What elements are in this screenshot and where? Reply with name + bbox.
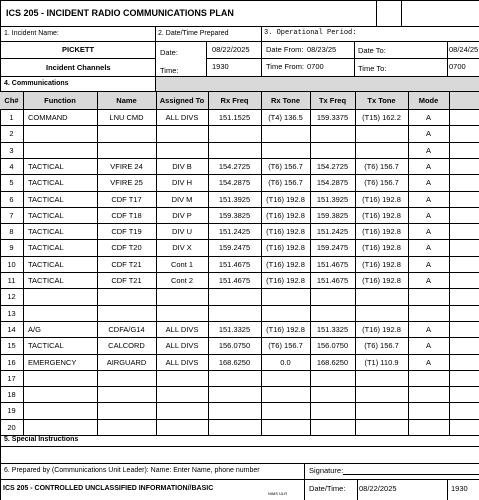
header-name: Name	[116, 96, 137, 105]
cell-rx-freq[interactable]: 154.2875	[218, 178, 251, 188]
time-label: Time:	[160, 66, 179, 75]
cell-tx-freq[interactable]: 151.3325	[316, 324, 349, 334]
cell-tx-freq[interactable]: 156.0750	[316, 341, 349, 351]
signature-label: Signature:	[309, 466, 344, 475]
cell-rx-tone[interactable]: (T4) 136.5	[268, 113, 303, 122]
cell-rx-tone[interactable]: (T16) 192.8	[266, 324, 305, 334]
date-from-label: Date From:	[266, 45, 304, 54]
cell-mode[interactable]: A	[425, 227, 431, 237]
table-row[interactable]	[0, 321, 479, 337]
top-border	[0, 0, 479, 1]
header-rx-tone: Rx Tone	[270, 96, 301, 105]
cell-assigned-to[interactable]: DIV H	[171, 178, 192, 188]
cell-function[interactable]: EMERGENCY	[28, 357, 77, 367]
footer-date-label: Date/Time:	[309, 484, 346, 493]
cell-assigned-to[interactable]: ALL DIVS	[165, 324, 199, 334]
date-to-label: Date To:	[358, 46, 386, 55]
cell-tx-tone[interactable]: (T16) 192.8	[362, 259, 401, 269]
cell-tx-freq[interactable]: 151.3925	[316, 194, 349, 204]
cell-rx-tone[interactable]: (T16) 192.8	[266, 259, 305, 269]
cell-rx-freq[interactable]: 151.2425	[218, 227, 251, 237]
cell-tx-freq[interactable]: 159.2475	[316, 243, 349, 253]
cell-ch[interactable]: 19	[7, 406, 16, 416]
cell-ch[interactable]: 13	[7, 308, 16, 318]
cell-tx-freq[interactable]: 159.3825	[316, 210, 349, 220]
header-rx-freq: Rx Freq	[220, 96, 249, 105]
cell-name[interactable]: CDF T20	[111, 243, 142, 253]
cell-mode[interactable]: A	[425, 145, 431, 155]
cell-tx-tone[interactable]: (T16) 192.8	[362, 276, 401, 285]
cell-rx-freq[interactable]: 151.1525	[218, 113, 251, 122]
cell-assigned-to[interactable]: DIV M	[171, 194, 193, 204]
table-row[interactable]	[0, 125, 479, 141]
cell-tx-freq[interactable]: 151.2425	[316, 227, 349, 237]
cell-rx-tone[interactable]: (T16) 192.8	[266, 194, 305, 204]
cell-tx-tone[interactable]: (T16) 192.8	[362, 324, 401, 334]
cell-assigned-to[interactable]: DIV X	[172, 243, 192, 253]
cell-assigned-to[interactable]: ALL DIVS	[165, 357, 199, 367]
cell-mode[interactable]: A	[425, 276, 431, 285]
table-row[interactable]	[0, 370, 479, 386]
cell-ch[interactable]: 16	[7, 357, 16, 367]
table-row[interactable]	[0, 386, 479, 402]
cell-rx-freq[interactable]: 159.2475	[218, 243, 251, 253]
cell-name[interactable]: CDF T19	[111, 227, 142, 237]
cell-name[interactable]: CALCORD	[108, 341, 145, 351]
cell-function[interactable]: TACTICAL	[28, 178, 64, 188]
cell-name[interactable]: CDF T21	[111, 276, 142, 285]
footer-small: NIMS ULR	[268, 491, 288, 496]
cell-rx-freq[interactable]: 168.6250	[218, 357, 251, 367]
time-value[interactable]: 1930	[212, 62, 229, 71]
table-row[interactable]	[0, 288, 479, 304]
header-mode: Mode	[418, 96, 439, 105]
cell-name[interactable]: CDF T17	[111, 194, 142, 204]
cell-ch[interactable]: 17	[7, 373, 16, 383]
cell-tx-tone[interactable]: (T1) 110.9	[364, 357, 399, 367]
cell-name[interactable]: CDFA/G14	[108, 324, 145, 334]
cell-ch[interactable]: 15	[7, 341, 16, 351]
date-value[interactable]: 08/22/2025	[212, 45, 250, 54]
form-title: ICS 205 - INCIDENT RADIO COMMUNICATIONS PLAN	[6, 8, 234, 18]
cell-mode[interactable]: A	[425, 194, 431, 204]
header-tx-tone: Tx Tone	[367, 96, 396, 105]
cell-ch[interactable]: 9	[9, 243, 14, 253]
incident-sub[interactable]: Incident Channels	[46, 63, 111, 72]
cell-function[interactable]: TACTICAL	[28, 194, 64, 204]
cell-mode[interactable]: A	[425, 357, 431, 367]
date-label: Date:	[160, 48, 178, 57]
cell-ch[interactable]: 12	[7, 292, 16, 302]
header-ch: Ch#	[4, 96, 19, 105]
cell-rx-tone[interactable]: (T6) 156.7	[268, 161, 303, 171]
cell-ch[interactable]: 1	[9, 113, 14, 122]
title-divider-2	[401, 0, 402, 26]
table-row[interactable]	[0, 142, 479, 158]
title-divider	[376, 0, 377, 26]
time-from-label: Time From:	[266, 62, 305, 71]
cell-tx-tone[interactable]: (T16) 192.8	[362, 227, 401, 237]
table-row[interactable]	[0, 239, 479, 255]
cell-tx-freq[interactable]: 168.6250	[316, 357, 349, 367]
cell-ch[interactable]: 18	[7, 390, 16, 400]
cell-name[interactable]: CDF T21	[111, 259, 142, 269]
cell-tx-tone[interactable]: (T6) 156.7	[364, 161, 399, 171]
cell-ch[interactable]: 20	[7, 422, 16, 432]
cell-rx-tone[interactable]: (T6) 156.7	[268, 178, 303, 188]
cell-tx-tone[interactable]: (T6) 156.7	[364, 178, 399, 188]
table-row[interactable]	[0, 272, 479, 288]
prepared-by-label[interactable]: 6. Prepared by (Communications Unit Leader): Name: Enter Name, phone number	[4, 467, 260, 474]
table-row[interactable]	[0, 174, 479, 190]
cell-function[interactable]: TACTICAL	[28, 341, 64, 351]
cell-tx-tone[interactable]: (T16) 192.8	[362, 194, 401, 204]
footer-label: ICS 205 - CONTROLLED UNCLASSIFIED INFORMATION//BASIC	[3, 485, 214, 492]
cell-rx-freq[interactable]: 159.3825	[218, 210, 251, 220]
cell-assigned-to[interactable]: DIV P	[172, 210, 192, 220]
table-row[interactable]	[0, 354, 479, 370]
date-prepared-label: 2. Date/Time Prepared	[158, 30, 229, 37]
cell-function[interactable]: COMMAND	[28, 113, 68, 122]
cell-ch[interactable]: 3	[9, 145, 14, 155]
cell-rx-freq[interactable]: 151.3325	[218, 324, 251, 334]
incident-name[interactable]: PICKETT	[62, 45, 95, 54]
table-row[interactable]	[0, 337, 479, 353]
cell-ch[interactable]: 8	[9, 227, 14, 237]
cell-function[interactable]: TACTICAL	[28, 276, 64, 285]
cell-mode[interactable]: A	[425, 178, 431, 188]
cell-ch[interactable]: 10	[7, 259, 16, 269]
table-row[interactable]	[0, 305, 479, 321]
header-tx-freq: Tx Freq	[318, 96, 347, 105]
cell-ch[interactable]: 11	[7, 276, 16, 285]
cell-tx-tone[interactable]: (T6) 156.7	[364, 341, 399, 351]
cell-function[interactable]: TACTICAL	[28, 210, 64, 220]
cell-rx-freq[interactable]: 151.3925	[218, 194, 251, 204]
cell-name[interactable]: LNU CMD	[109, 113, 144, 122]
table-row[interactable]	[0, 191, 479, 207]
cell-function[interactable]: TACTICAL	[28, 227, 64, 237]
cell-name[interactable]: AIRGUARD	[106, 357, 147, 367]
time-to-value[interactable]: 0700	[449, 62, 466, 71]
cell-rx-tone[interactable]: (T16) 192.8	[266, 276, 305, 285]
time-from-value[interactable]: 0700	[307, 62, 324, 71]
cell-rx-tone[interactable]: 0.0	[280, 357, 291, 367]
header-function: Function	[44, 96, 76, 105]
cell-assigned-to[interactable]: Cont 2	[170, 276, 194, 285]
table-row[interactable]	[0, 109, 479, 125]
cell-assigned-to[interactable]: ALL DIVS	[165, 341, 199, 351]
cell-mode[interactable]: A	[425, 259, 431, 269]
cell-name[interactable]: CDF T18	[111, 210, 142, 220]
cell-mode[interactable]: A	[425, 243, 431, 253]
cell-function[interactable]: TACTICAL	[28, 161, 64, 171]
cell-tx-freq[interactable]: 151.4675	[316, 259, 349, 269]
cell-function[interactable]: A/G	[28, 324, 41, 334]
cell-ch[interactable]: 14	[7, 324, 16, 334]
cell-mode[interactable]: A	[425, 210, 431, 220]
footer-date-value[interactable]: 08/22/2025	[359, 484, 397, 493]
cell-rx-tone[interactable]: (T16) 192.8	[266, 243, 305, 253]
cell-rx-freq[interactable]: 154.2725	[218, 161, 251, 171]
cell-function[interactable]: TACTICAL	[28, 259, 64, 269]
cell-rx-freq[interactable]: 156.0750	[218, 341, 251, 351]
cell-ch[interactable]: 5	[9, 178, 14, 188]
cell-tx-freq[interactable]: 154.2725	[316, 161, 349, 171]
footer-time-value[interactable]: 1930	[451, 484, 468, 493]
incident-name-label: 1. Incident Name:	[4, 30, 59, 37]
table-row[interactable]	[0, 419, 479, 435]
table-row[interactable]	[0, 256, 479, 272]
cell-name[interactable]: VFIRE 25	[110, 178, 143, 188]
cell-rx-freq[interactable]: 151.4675	[218, 276, 251, 285]
cell-tx-tone[interactable]: (T16) 192.8	[362, 210, 401, 220]
cell-mode[interactable]: A	[425, 324, 431, 334]
header-assigned-to: Assigned To	[159, 96, 205, 105]
cell-ch[interactable]: 7	[9, 210, 14, 220]
cell-mode[interactable]: A	[425, 113, 431, 122]
cell-rx-tone[interactable]: (T6) 156.7	[268, 341, 303, 351]
table-row[interactable]	[0, 402, 479, 418]
cell-ch[interactable]: 2	[9, 129, 14, 139]
time-to-label: Time To:	[358, 64, 387, 73]
table-row[interactable]	[0, 207, 479, 223]
cell-rx-tone[interactable]: (T16) 192.8	[266, 210, 305, 220]
cell-tx-freq[interactable]: 154.2875	[316, 178, 349, 188]
cell-tx-freq[interactable]: 159.3375	[316, 113, 349, 122]
date-to-value[interactable]: 08/24/25	[449, 45, 479, 54]
cell-assigned-to[interactable]: DIV B	[172, 161, 192, 171]
signature-line[interactable]	[343, 474, 479, 475]
cell-tx-tone[interactable]: (T16) 192.8	[362, 243, 401, 253]
date-from-value[interactable]: 08/23/25	[307, 45, 337, 54]
special-instructions-label: 5. Special Instructions	[4, 436, 79, 443]
table-row[interactable]	[0, 158, 479, 174]
cell-assigned-to[interactable]: DIV U	[171, 227, 192, 237]
cell-tx-tone[interactable]: (T15) 162.2	[362, 113, 401, 122]
cell-rx-tone[interactable]: (T16) 192.8	[266, 227, 305, 237]
cell-assigned-to[interactable]: ALL DIVS	[165, 113, 199, 122]
cell-mode[interactable]: A	[425, 161, 431, 171]
cell-name[interactable]: VFIRE 24	[110, 161, 143, 171]
cell-mode[interactable]: A	[425, 341, 431, 351]
communications-label: 4. Communications	[4, 80, 69, 87]
cell-assigned-to[interactable]: Cont 1	[170, 259, 194, 269]
cell-ch[interactable]: 4	[9, 161, 14, 171]
cell-mode[interactable]: A	[425, 129, 431, 139]
cell-rx-freq[interactable]: 151.4675	[218, 259, 251, 269]
table-row[interactable]	[0, 223, 479, 239]
cell-function[interactable]: TACTICAL	[28, 243, 64, 253]
op-period-label: 3. Operational Period:	[264, 29, 357, 37]
cell-tx-freq[interactable]: 151.4675	[316, 276, 349, 285]
cell-ch[interactable]: 6	[9, 194, 14, 204]
